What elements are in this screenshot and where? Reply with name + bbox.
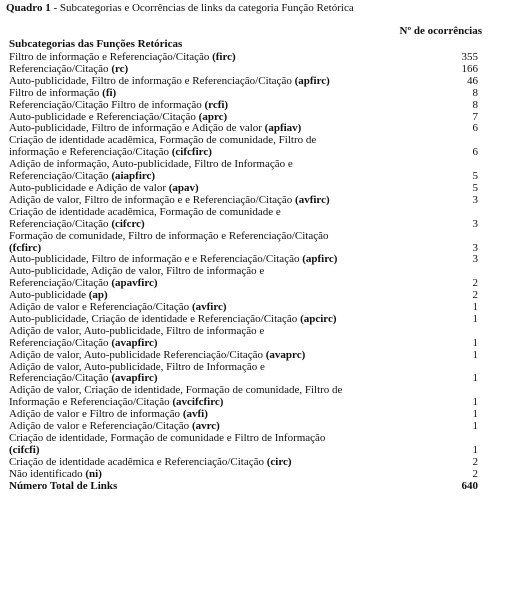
row-abbreviation: (circ) xyxy=(266,455,292,468)
caption-number: Quadro 1 xyxy=(6,2,51,14)
header-occurrences: Nº de ocorrências xyxy=(399,25,482,37)
row-abbreviation: (avfirc) xyxy=(191,301,227,314)
row-count: 2 xyxy=(472,455,478,468)
header-subcategories: Subcategorias das Funções Retóricas xyxy=(9,38,183,50)
table-body xyxy=(0,52,512,493)
row-count: 6 xyxy=(472,146,478,159)
row-abbreviation: (ni) xyxy=(85,467,102,480)
table-row xyxy=(0,433,512,457)
row-label-text: Referenciação/Citação Filtro de informação xyxy=(9,98,205,111)
caption-text: - Subcategorias e Ocorrências de links da categoria Função Retórica xyxy=(50,2,354,14)
row-count: 1 xyxy=(472,408,478,421)
row-label xyxy=(0,326,329,350)
table-row xyxy=(0,362,512,386)
row-label xyxy=(0,362,309,386)
row-abbreviation: (aiapfirc) xyxy=(111,170,156,183)
table-row xyxy=(0,135,512,159)
row-label-text: Auto-publicidade, Filtro de informação e Adição de valor xyxy=(9,122,265,135)
row-abbreviation: (firc) xyxy=(212,51,236,63)
row-count: 3 xyxy=(472,241,478,254)
row-abbreviation: (cifcrc) xyxy=(111,217,145,230)
total-count: 640 xyxy=(461,479,478,492)
row-label xyxy=(0,469,429,481)
row-label-text: Não identificado xyxy=(9,467,86,480)
row-count: 6 xyxy=(472,122,478,135)
row-label-text: Referenciação/Citação xyxy=(9,62,112,75)
row-label-text: Adição de valor e Referenciação/Citação xyxy=(9,301,192,314)
row-abbreviation: (avfi) xyxy=(182,408,208,421)
row-label-text: Auto-publicidade, Filtro de informação e e Referenciação/Citação xyxy=(9,253,303,266)
row-abbreviation: (apfirc) xyxy=(294,74,330,87)
row-label-text: Formação de comunidade, Filtro de informação e Referenciação/Citação xyxy=(9,229,329,242)
row-abbreviation: (avfirc) xyxy=(295,193,330,206)
row-count: 1 xyxy=(472,420,478,433)
row-count: 46 xyxy=(467,74,478,87)
row-label-text: Adição de valor, Auto-publicidade Referenciação/Citação xyxy=(9,348,266,361)
row-label-text: Adição de valor, Auto-publicidade, Filtro de informação e Referenciação/Citação xyxy=(9,324,265,349)
row-label xyxy=(0,433,349,457)
row-label-text: Criação de identidade acadêmica, Formação de comunidade, Filtro de informação e Referenciação/Citação xyxy=(9,134,317,159)
row-abbreviation: (fi) xyxy=(102,86,117,99)
table-caption xyxy=(6,2,354,14)
row-count: 1 xyxy=(472,336,478,349)
row-abbreviation: (avrc) xyxy=(191,420,220,433)
row-count: 3 xyxy=(472,193,478,206)
row-abbreviation: (cifcfi) xyxy=(9,443,40,456)
table-row xyxy=(0,266,512,290)
row-abbreviation: (ap) xyxy=(88,289,108,302)
total-row xyxy=(0,481,512,493)
row-count: 8 xyxy=(472,86,478,99)
row-abbreviation: (avaprc) xyxy=(265,348,306,361)
row-count: 1 xyxy=(472,396,478,409)
row-abbreviation: (fcfirc) xyxy=(9,241,42,254)
row-label-text: Criação de identidade acadêmica e Referenciação/Citação xyxy=(9,455,267,468)
row-label-text: Auto-publicidade, Filtro de informação e Referenciação/Citação xyxy=(9,74,295,87)
row-abbreviation: (avapfirc) xyxy=(111,336,158,349)
row-abbreviation: (rcfi) xyxy=(204,98,229,111)
row-label-text: Filtro de informação e Referenciação/Citação xyxy=(9,51,213,63)
table-row xyxy=(0,231,512,255)
row-abbreviation: (avcifcfirc) xyxy=(172,396,224,409)
row-label-text: Auto-publicidade, Adição de valor, Filtro de informação e Referenciação/Citação xyxy=(9,265,265,290)
row-label-text: Criação de identidade acadêmica, Formação de comunidade e Referenciação/Citação xyxy=(9,205,281,230)
row-abbreviation: (avapfirc) xyxy=(111,372,158,385)
row-abbreviation: (apavfirc) xyxy=(111,277,158,290)
row-count: 166 xyxy=(461,62,478,75)
row-count: 355 xyxy=(461,51,478,63)
table-row xyxy=(0,159,512,183)
row-count: 3 xyxy=(472,253,478,266)
total-label: Número Total de Links xyxy=(9,479,118,492)
row-count: 2 xyxy=(472,277,478,290)
row-count: 2 xyxy=(472,467,478,480)
row-count: 1 xyxy=(472,312,478,325)
row-label-text: Filtro de informação xyxy=(9,86,103,99)
row-abbreviation: (apfirc) xyxy=(302,253,338,266)
row-label-text: Adição de valor e Filtro de informação xyxy=(9,408,183,421)
row-count: 5 xyxy=(472,181,478,194)
row-label-text: Auto-publicidade, Criação de identidade e Referenciação/Citação xyxy=(9,312,301,325)
table-row xyxy=(0,207,512,231)
row-label-text: Adição de valor, Filtro de informação e e Referenciação/Citação xyxy=(9,193,296,206)
row-label-text: Adição de valor e Referenciação/Citação xyxy=(9,420,192,433)
row-label xyxy=(0,385,359,409)
row-count: 8 xyxy=(472,98,478,111)
row-label-text: Adição de valor, Criação de identidade, Formação de comunidade, Filtro de Informação e Referenciação/Citação xyxy=(9,384,343,409)
table-row xyxy=(0,326,512,350)
row-abbreviation: (aprc) xyxy=(198,110,228,123)
row-count: 3 xyxy=(472,217,478,230)
row-label-text: Criação de identidade, Formação de comunidade e Filtro de Informação xyxy=(9,432,326,444)
row-count: 5 xyxy=(472,170,478,183)
row-label xyxy=(0,266,299,290)
row-abbreviation: (apav) xyxy=(168,181,199,194)
row-label xyxy=(0,231,339,255)
row-abbreviation: (cifcfirc) xyxy=(171,146,212,159)
row-count: 1 xyxy=(472,372,478,385)
row-label-text: Auto-publicidade xyxy=(9,289,89,302)
row-label-text: Adição de informação, Auto-publicidade, Filtro de Informação e Referenciação/Citação xyxy=(9,158,293,183)
row-count: 1 xyxy=(472,443,478,456)
row-label xyxy=(0,159,309,183)
row-abbreviation: (rc) xyxy=(111,62,129,75)
row-label-text: Auto-publicidade e Referenciação/Citação xyxy=(9,110,199,123)
row-abbreviation: (apfiav) xyxy=(264,122,302,135)
row-count: 7 xyxy=(472,110,478,123)
row-label-text: Auto-publicidade e Adição de valor xyxy=(9,181,169,194)
row-label xyxy=(0,135,359,159)
row-label xyxy=(0,207,319,231)
row-count: 1 xyxy=(472,301,478,314)
row-count: 2 xyxy=(472,289,478,302)
table-row xyxy=(0,385,512,409)
table-row xyxy=(0,469,512,481)
row-count: 1 xyxy=(472,348,478,361)
row-abbreviation: (apcirc) xyxy=(300,312,337,325)
row-label-text: Adição de valor, Auto-publicidade, Filtro de Informação e Referenciação/Citação xyxy=(9,360,265,385)
table-header xyxy=(0,22,512,52)
